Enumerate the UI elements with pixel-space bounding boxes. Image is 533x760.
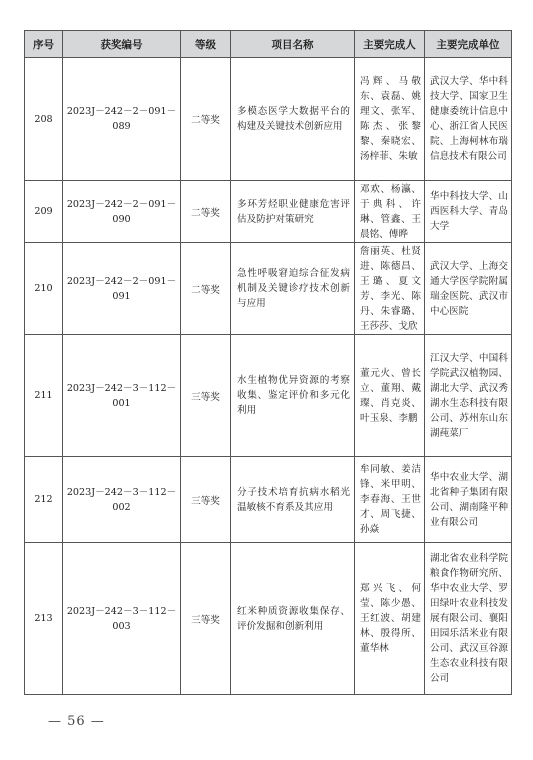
cell-code: 2023J－242－2－091－090 xyxy=(63,181,181,243)
cell-units: 江汉大学、中国科学院武汉植物园、湖北大学、武汉秀湖水生态科技有限公司、苏州东山东湖莼菜厂 xyxy=(425,335,512,457)
cell-level: 三等奖 xyxy=(181,335,231,457)
cell-project-name: 水生植物优异资源的考察收集、鉴定评价和多元化利用 xyxy=(231,335,355,457)
cell-project-name: 急性呼吸窘迫综合征发病机制及关键诊疗技术创新与应用 xyxy=(231,243,355,335)
cell-people: 邓欢、杨瀛、于典科、许琳、管鑫、王晨铭、傅晔 xyxy=(355,181,425,243)
cell-people: 董元火、曾长立、董翔、戴璨、肖克炎、叶玉泉、李鹏 xyxy=(355,335,425,457)
cell-units: 华中农业大学、湖北省种子集团有限公司、湖南隆平种业有限公司 xyxy=(425,457,512,543)
cell-units: 武汉大学、华中科技大学、国家卫生健康委统计信息中心、浙江省人民医院、上海柯林布瑞信息技术有限公司 xyxy=(425,58,512,181)
cell-units: 湖北省农业科学院粮食作物研究所、华中农业大学、罗田绿叶农业科技发展有限公司、襄阳田园乐活米业有限公司、武汉亘谷源生态农业科技有限公司 xyxy=(425,543,512,695)
cell-level: 二等奖 xyxy=(181,181,231,243)
table-row xyxy=(25,58,512,181)
header-seq: 序号 xyxy=(25,31,63,58)
header-code: 获奖编号 xyxy=(63,31,181,58)
table-row xyxy=(25,181,512,243)
cell-code: 2023J－242－3－112－001 xyxy=(63,335,181,457)
cell-people: 詹丽英、杜贤进、陈德昌、王璐、夏文芳、李光、陈丹、朱睿璐、王莎莎、戈欣 xyxy=(355,243,425,335)
table-row xyxy=(25,543,512,695)
cell-level: 三等奖 xyxy=(181,457,231,543)
cell-level: 二等奖 xyxy=(181,243,231,335)
table-header xyxy=(25,31,512,58)
cell-seq: 212 xyxy=(25,457,63,543)
table-row xyxy=(25,243,512,335)
header-level: 等级 xyxy=(181,31,231,58)
cell-code: 2023J－242－2－091－089 xyxy=(63,58,181,181)
cell-people: 郑兴飞、何莹、陈少愚、王红波、胡建林、殷得所、董华林 xyxy=(355,543,425,695)
table-row xyxy=(25,457,512,543)
header-name: 项目名称 xyxy=(231,31,355,58)
cell-seq: 209 xyxy=(25,181,63,243)
cell-units: 华中科技大学、山西医科大学、青岛大学 xyxy=(425,181,512,243)
cell-project-name: 多环芳烃职业健康危害评估及防护对策研究 xyxy=(231,181,355,243)
header-units: 主要完成单位 xyxy=(425,31,512,58)
cell-project-name: 分子技术培育抗病水稻光温敏核不育系及其应用 xyxy=(231,457,355,543)
cell-level: 二等奖 xyxy=(181,58,231,181)
cell-units: 武汉大学、上海交通大学医学院附属瑞金医院、武汉市中心医院 xyxy=(425,243,512,335)
cell-people: 冯辉、马敬东、袁磊、姚理文、张军、陈杰、张黎黎、秦晓宏、汤梓菲、朱敏 xyxy=(355,58,425,181)
page-number: — 56 — xyxy=(48,714,105,729)
cell-code: 2023J－242－3－112－003 xyxy=(63,543,181,695)
cell-seq: 213 xyxy=(25,543,63,695)
cell-level: 三等奖 xyxy=(181,543,231,695)
cell-project-name: 红米种质资源收集保存、评价发掘和创新利用 xyxy=(231,543,355,695)
cell-seq: 208 xyxy=(25,58,63,181)
cell-code: 2023J－242－3－112－002 xyxy=(63,457,181,543)
header-people: 主要完成人 xyxy=(355,31,425,58)
cell-project-name: 多模态医学大数据平台的构建及关键技术创新应用 xyxy=(231,58,355,181)
table-body xyxy=(25,58,512,695)
awards-table xyxy=(24,30,512,695)
header-row xyxy=(25,31,512,58)
table-row xyxy=(25,335,512,457)
cell-people: 牟同敏、姜洁锋、米甲明、李春海、王世才、周飞捷、孙焱 xyxy=(355,457,425,543)
cell-seq: 210 xyxy=(25,243,63,335)
cell-seq: 211 xyxy=(25,335,63,457)
cell-code: 2023J－242－2－091－091 xyxy=(63,243,181,335)
